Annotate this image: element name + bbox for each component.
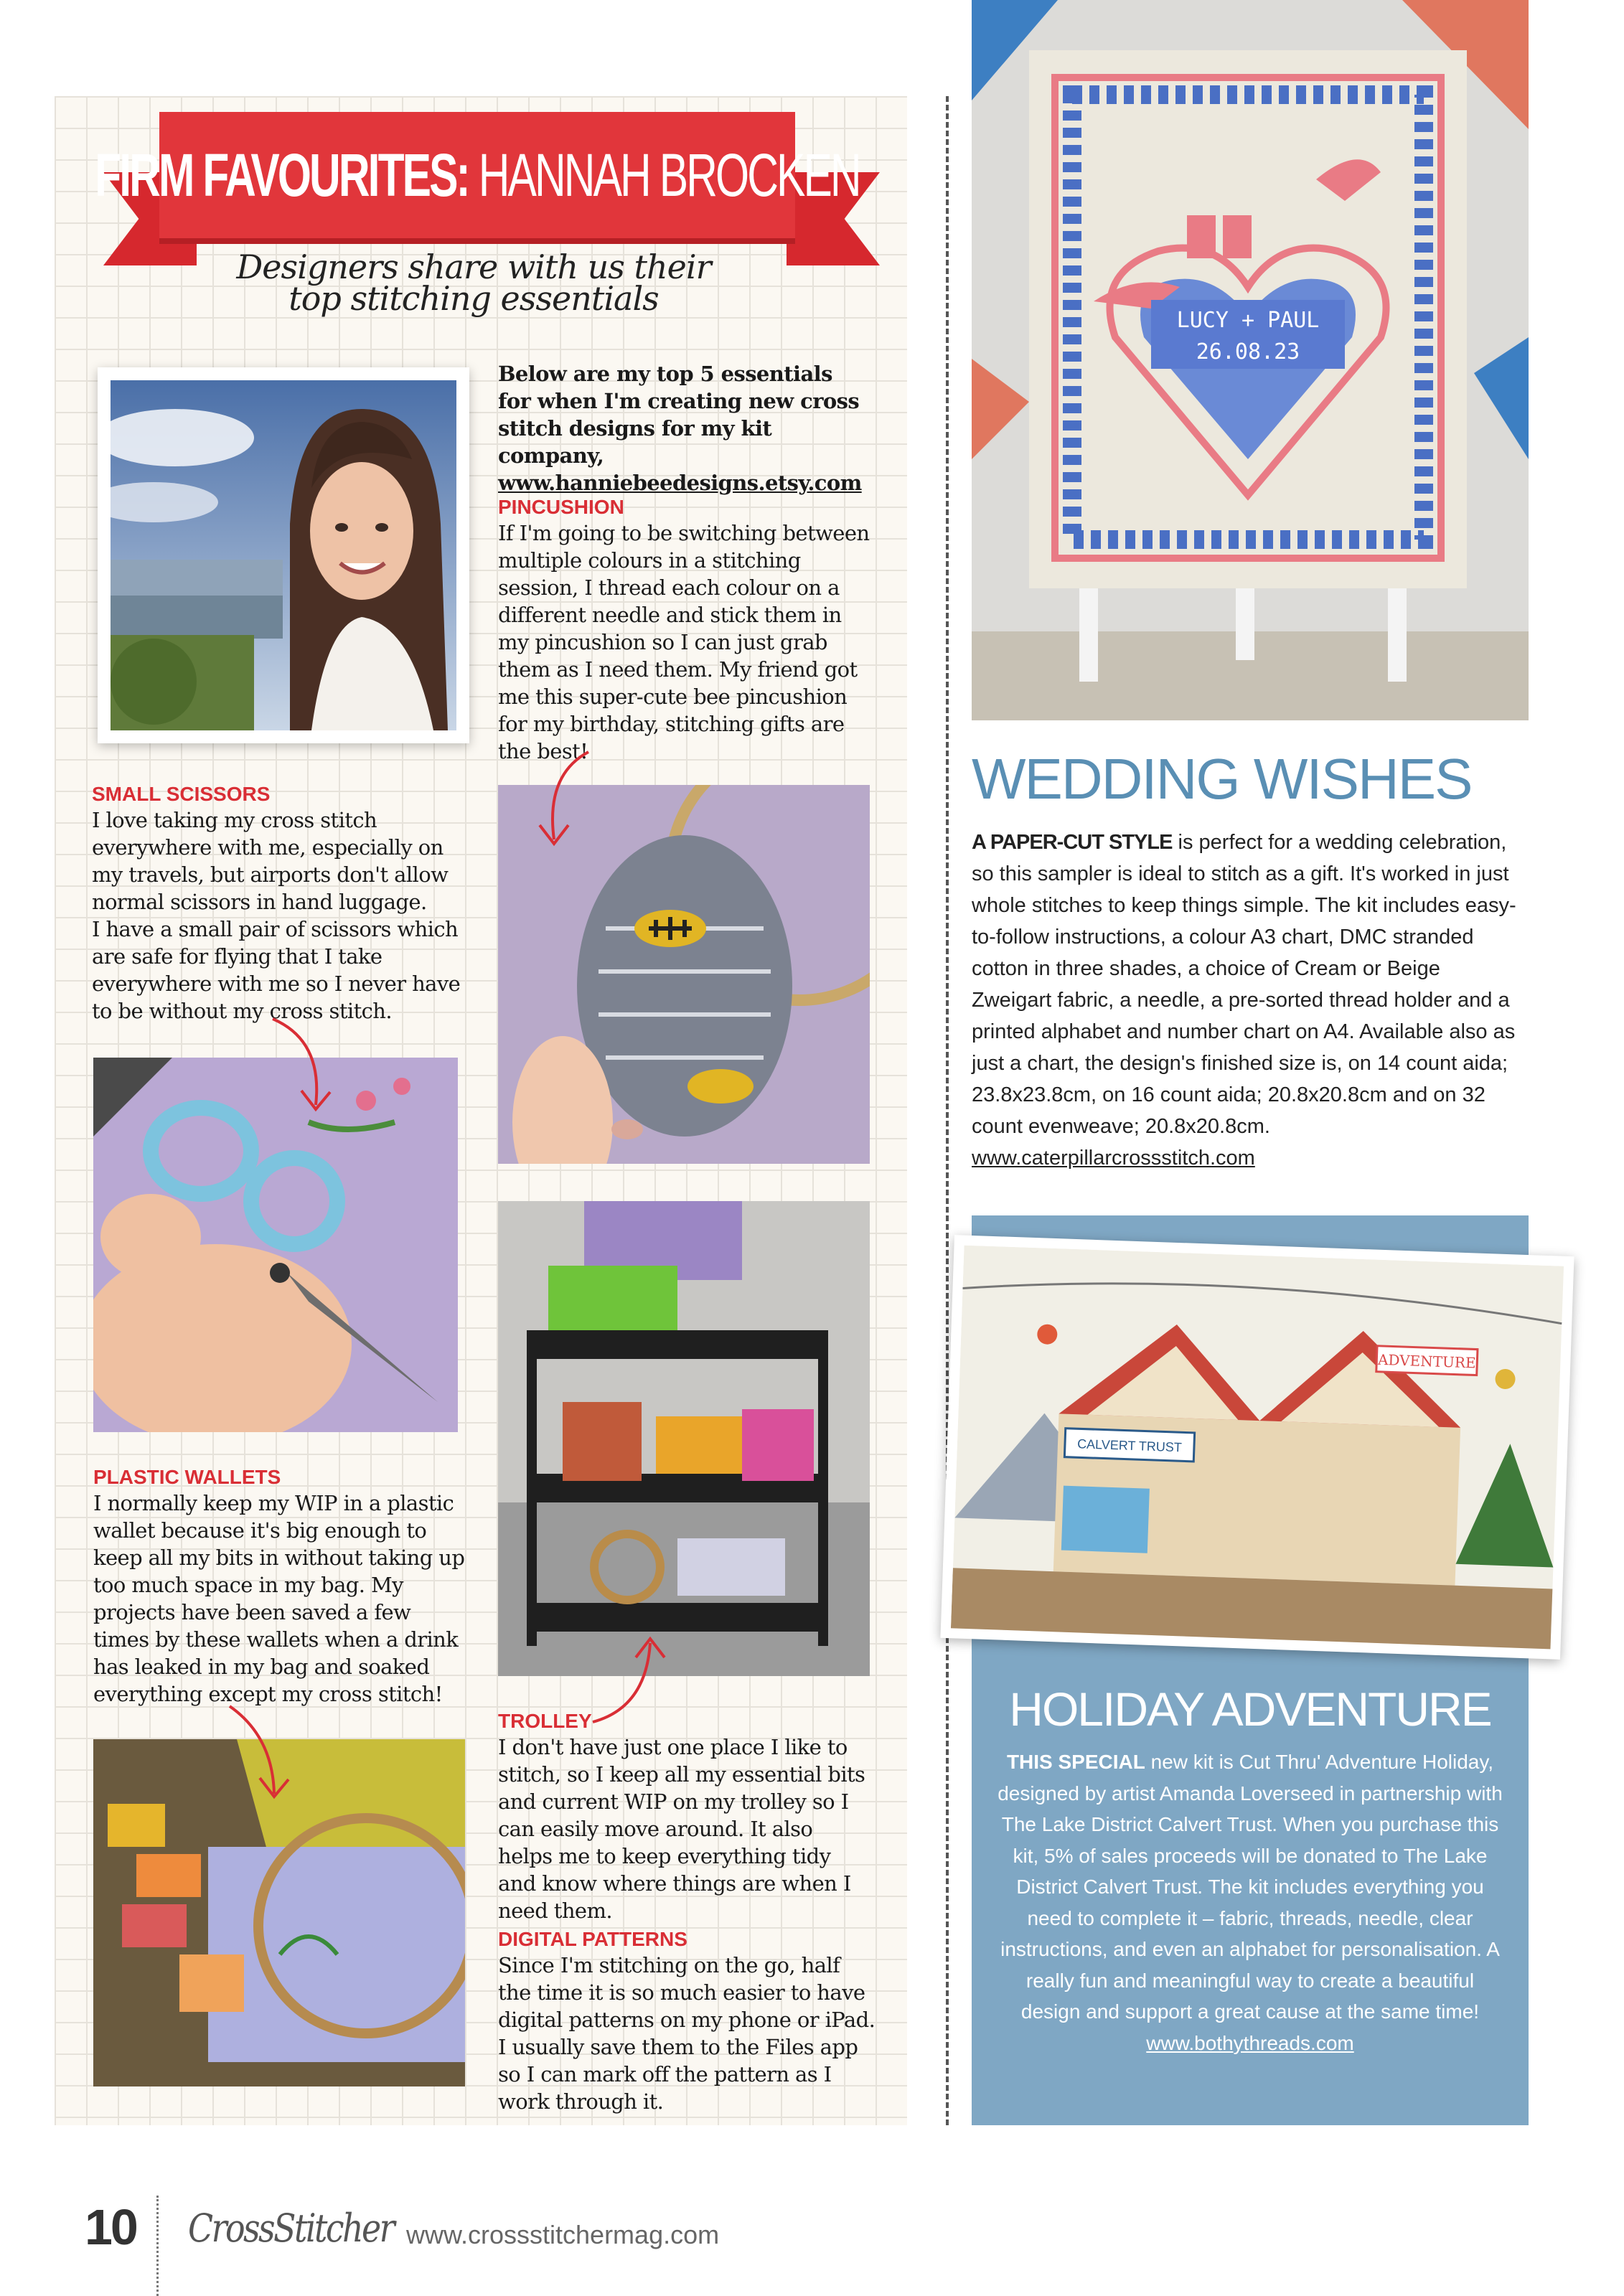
- banner-title-name: HANNAH BROCKEN: [478, 141, 860, 209]
- holiday-body: [998, 1746, 1503, 2059]
- sampler-names: LUCY + PAUL: [1176, 308, 1320, 333]
- holiday-link[interactable]: www.bothythreads.com: [1146, 2031, 1354, 2054]
- wallets-heading: PLASTIC WALLETS: [93, 1466, 281, 1488]
- intro-link[interactable]: www.hanniebeedesigns.etsy.com: [498, 471, 862, 495]
- digital-heading: DIGITAL PATTERNS: [498, 1928, 687, 1950]
- scissors-body-1: I love taking my cross stitch everywhere with me, especially on my travels, but airports don't allow normal scissors in hand luggage.: [92, 808, 449, 914]
- kit-flag-text: ADVENTURE: [1377, 1350, 1476, 1372]
- wallets-body: I normally keep my WIP in a plastic wallet because it's big enough to keep all my bits in without taking up too much space in my bag. My projects have been saved a few times by these wallets when a drink has leaked in my bag and soaked everything except my cross stitch!: [93, 1491, 465, 1706]
- wedding-sampler-photo: [972, 0, 1529, 720]
- holiday-kit-photo: [940, 1235, 1574, 1660]
- scissors-body-2: I have a small pair of scissors which are safe for flying that I take everywhere with me so I never have to be without my cross stitch.: [92, 917, 461, 1023]
- page-number: 10: [85, 2199, 136, 2255]
- trolley-heading: TROLLEY: [498, 1710, 592, 1732]
- holiday-text: new kit is Cut Thru' Adventure Holiday, designed by artist Amanda Loverseed in partnership with The Lake District Calvert Trust. When you purchase this kit, 5% of sales proceeds will be donated to The Lake District Calvert Trust. The kit includes everything you need to complete it – fabric, threads, needle, clear instructions, and even an alphabet for personalisation. A really fun and meaningful way to create a beautiful design and support a great cause at the same time!: [998, 1751, 1503, 2023]
- wedding-lead: A PAPER-CUT STYLE: [972, 831, 1173, 854]
- brand-logo: CrossStitcher: [188, 2206, 394, 2251]
- arrow-scissors: [273, 1019, 330, 1109]
- intro-body: Below are my top 5 essentials for when I'm creating new cross stitch designs for my kit company,: [498, 362, 860, 468]
- arrow-pincushion: [540, 752, 588, 844]
- holiday-title: HOLIDAY ADVENTURE: [1009, 1683, 1491, 1736]
- trolley-body: I don't have just one place I like to stitch, so I keep all my essential bits and current WIP on my trolley so I can easily move around. It also helps me to keep everything tidy and know where things are when I need them.: [498, 1735, 865, 1923]
- footer-divider: [156, 2196, 159, 2296]
- wedding-title: WEDDING WISHES: [972, 747, 1472, 811]
- wedding-body: [972, 827, 1524, 1174]
- banner-title-bold: FIRM FAVOURITES:: [95, 141, 469, 209]
- pincushion-body: If I'm going to be switching between multiple colours in a stitching session, I thread each colour on a different needle and stick them in my pincushion so I can just grab them as I need them. My friend got me this super-cute bee pincushion for my birthday, stitching gifts are the best!: [498, 521, 870, 763]
- arrow-trolley: [593, 1639, 665, 1722]
- digital-body: Since I'm stitching on the go, half the time it is so much easier to have digital patterns on my phone or iPad. I usually save them to the Files app so I can mark off the pattern as I work through it.: [498, 1953, 876, 2114]
- pincushion-heading: PINCUSHION: [498, 496, 624, 518]
- subtitle-line2: top stitching essentials: [288, 279, 659, 318]
- kit-sign-text: CALVERT TRUST: [1076, 1436, 1183, 1455]
- arrow-wallets: [230, 1706, 288, 1797]
- wedding-link[interactable]: www.caterpillarcrossstitch.com: [972, 1147, 1255, 1170]
- holiday-lead: THIS SPECIAL: [1006, 1751, 1145, 1773]
- subtitle-line1: Designers share with us their: [236, 248, 711, 286]
- sampler-date: 26.08.23: [1196, 339, 1300, 364]
- footer-url[interactable]: www.crossstitchermag.com: [406, 2220, 720, 2249]
- wedding-text: is perfect for a wedding celebration, so this sampler is ideal to stitch as a gift. It's worked in just whole stitches to keep things simple. The kit includes easy-to-follow instructions, a colour A3 chart, DMC stranded cotton in three shades, a choice of Cream or Beige Zweigart fabric, a needle, a pre-sorted thread holder and a printed alphabet and number chart on A4. Available also as just a chart, the design's finished size is, on 14 count aida; 23.8x23.8cm, on 16 count aida; 20.8x20.8cm and on 32 count evenweave; 20.8x20.8cm.: [972, 831, 1516, 1138]
- scissors-heading: SMALL SCISSORS: [92, 783, 271, 805]
